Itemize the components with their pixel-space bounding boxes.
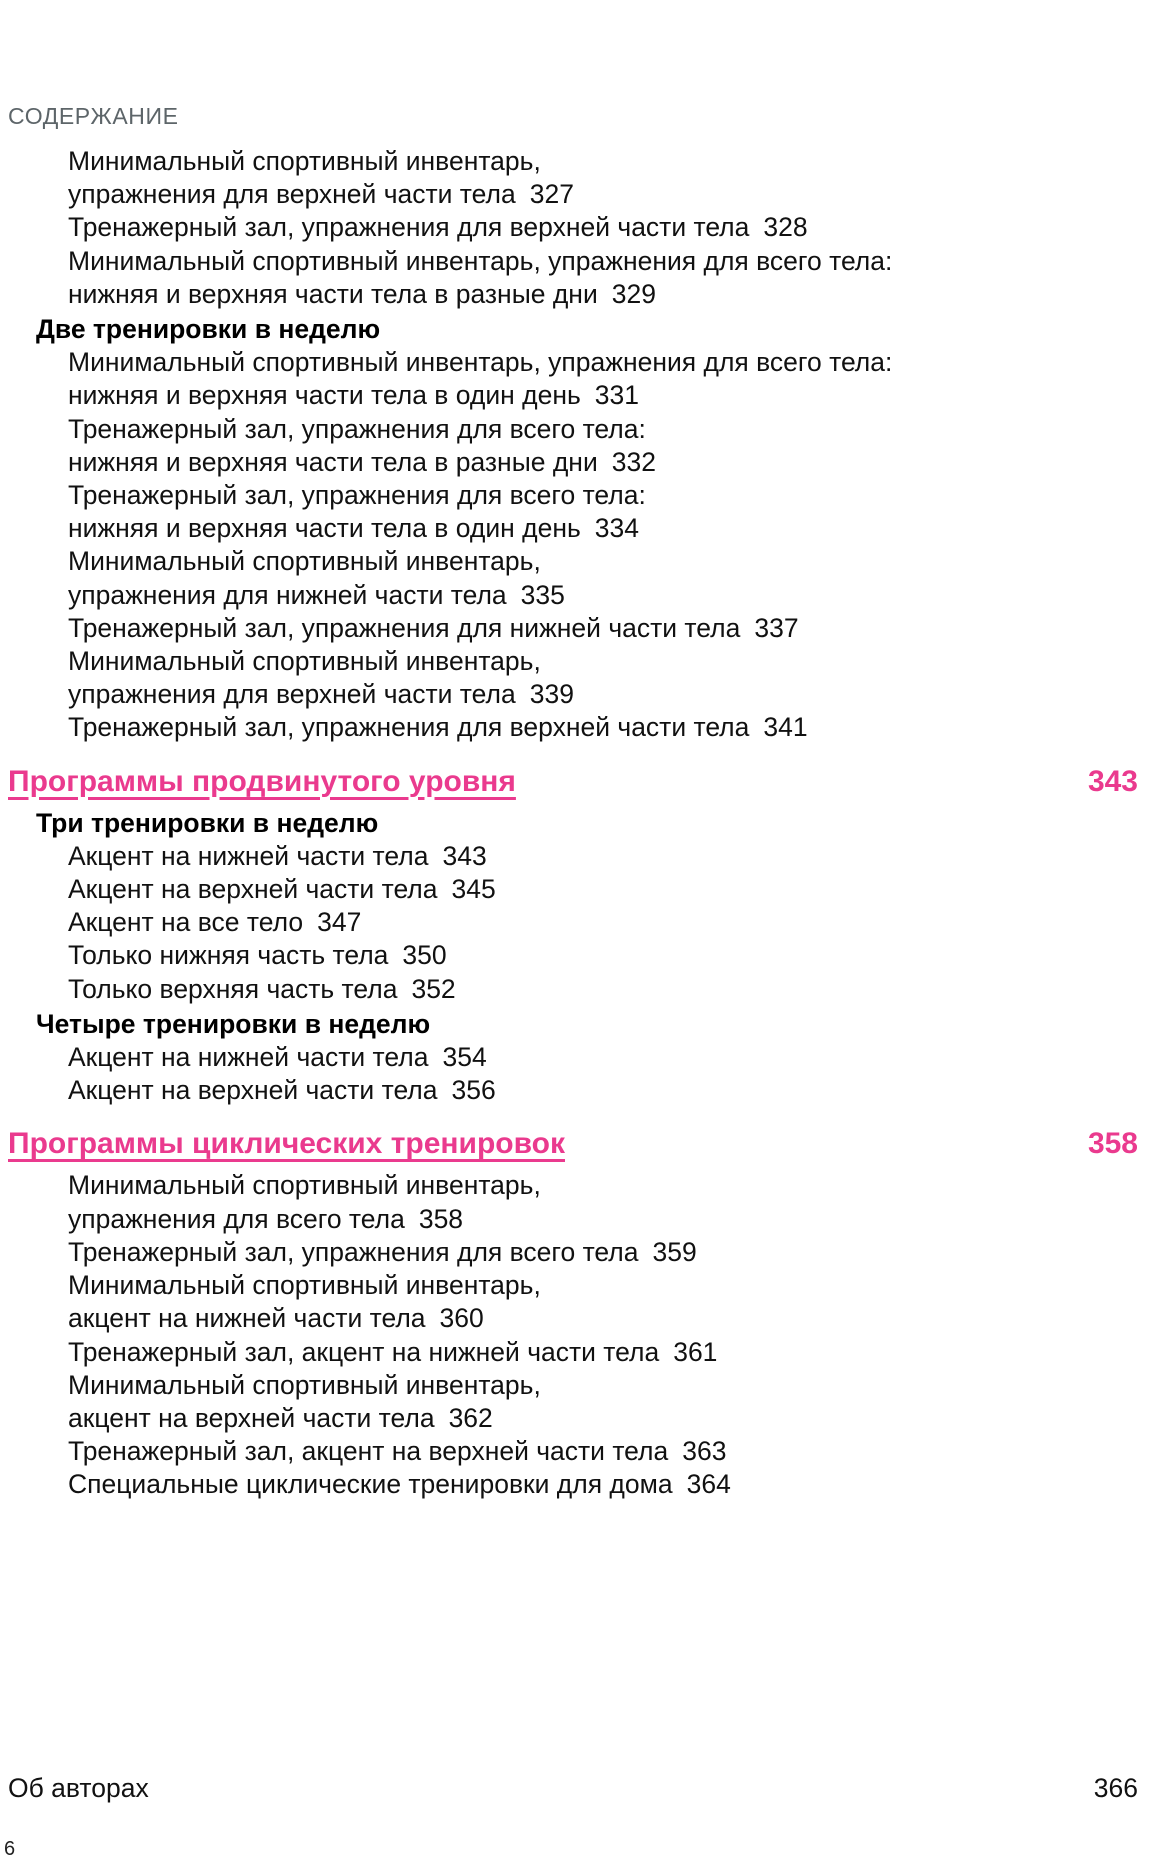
toc-entry-page: 332 bbox=[611, 446, 656, 477]
toc-entry-label: Минимальный спортивный инвентарь, упражнения для всего тела: bbox=[68, 347, 893, 378]
toc-entry-label: Акцент на нижней части тела bbox=[68, 840, 429, 871]
toc-entry[interactable] bbox=[0, 1074, 1174, 1107]
toc-entry-page: 343 bbox=[442, 840, 487, 871]
toc-entry-label: Только нижняя часть тела bbox=[68, 940, 389, 971]
toc-section-title: Программы продвинутого уровня bbox=[8, 764, 516, 798]
toc-entry-continuation[interactable] bbox=[0, 379, 1174, 412]
toc-entry-label: Минимальный спортивный инвентарь, bbox=[68, 1369, 541, 1400]
toc-entry-label: упражнения для нижней части тела bbox=[68, 579, 507, 610]
toc-entry[interactable] bbox=[0, 346, 1174, 379]
toc-entry-label: Минимальный спортивный инвентарь, bbox=[68, 546, 541, 577]
toc-entry-continuation[interactable] bbox=[0, 1203, 1174, 1236]
toc-entry[interactable] bbox=[0, 1336, 1174, 1369]
toc-entry[interactable] bbox=[0, 645, 1174, 678]
toc-entry[interactable] bbox=[0, 1468, 1174, 1501]
toc-entry[interactable] bbox=[0, 939, 1174, 972]
toc-entry-label: Тренажерный зал, упражнения для верхней части тела bbox=[68, 712, 750, 743]
toc-entry-label: упражнения для верхней части тела bbox=[68, 179, 516, 210]
toc-entry[interactable] bbox=[0, 413, 1174, 446]
toc-entry-page: 329 bbox=[611, 278, 656, 309]
toc-entry-label: Акцент на нижней части тела bbox=[68, 1042, 429, 1073]
toc-entry[interactable] bbox=[0, 612, 1174, 645]
toc-entry-label: нижняя и верхняя части тела в один день bbox=[68, 513, 581, 544]
toc-entry-label: Тренажерный зал, акцент на нижней части тела bbox=[68, 1336, 660, 1367]
toc-entry-label: Тренажерный зал, упражнения для всего тела bbox=[68, 1236, 639, 1267]
toc-entry-label: Минимальный спортивный инвентарь, bbox=[68, 1170, 541, 1201]
toc-subheading: Четыре тренировки в неделю bbox=[36, 1008, 431, 1039]
toc-entry-label: Минимальный спортивный инвентарь, bbox=[68, 1270, 541, 1301]
toc-entry[interactable] bbox=[0, 1169, 1174, 1202]
toc-entry[interactable] bbox=[0, 1041, 1174, 1074]
toc-entry-page: 361 bbox=[673, 1336, 718, 1367]
toc-entry[interactable] bbox=[0, 211, 1174, 244]
toc-entry[interactable] bbox=[0, 245, 1174, 278]
toc-entry[interactable] bbox=[0, 711, 1174, 744]
toc-entry-label: нижняя и верхняя части тела в разные дни bbox=[68, 446, 598, 477]
toc-entry-label: упражнения для всего тела bbox=[68, 1203, 405, 1234]
toc-entry-page: 366 bbox=[1093, 1773, 1138, 1803]
toc-entry-page: 331 bbox=[594, 380, 640, 411]
toc-entry-page: 352 bbox=[411, 973, 456, 1004]
toc-entry-label: Об авторах bbox=[8, 1773, 149, 1803]
toc-entry-label: нижняя и верхняя части тела в разные дни bbox=[68, 278, 598, 309]
toc-entry-label: упражнения для верхней части тела bbox=[68, 679, 516, 710]
toc-section-heading[interactable] bbox=[0, 1127, 1174, 1161]
toc-section-page: 343 bbox=[1087, 764, 1138, 798]
toc-entry-page: 360 bbox=[439, 1303, 484, 1334]
toc-entry-continuation[interactable] bbox=[0, 278, 1174, 311]
toc-entry-continuation[interactable] bbox=[0, 1402, 1174, 1435]
toc-entry[interactable] bbox=[0, 1435, 1174, 1468]
toc-entry-page: 354 bbox=[442, 1042, 487, 1073]
toc-entry-label: акцент на нижней части тела bbox=[68, 1303, 426, 1334]
toc-entry-page: 335 bbox=[520, 579, 565, 610]
toc-list bbox=[0, 145, 1174, 1502]
toc-entry-page: 356 bbox=[451, 1075, 496, 1106]
toc-entry-label: Только верхняя часть тела bbox=[68, 973, 398, 1004]
toc-entry-label: Минимальный спортивный инвентарь, bbox=[68, 146, 541, 176]
toc-entry-continuation[interactable] bbox=[0, 678, 1174, 711]
toc-entry-page: 328 bbox=[763, 212, 808, 243]
toc-entry-label: нижняя и верхняя части тела в один день bbox=[68, 380, 581, 411]
toc-entry[interactable] bbox=[0, 479, 1174, 512]
toc-entry-label: Акцент на верхней части тела bbox=[68, 874, 438, 905]
toc-entry[interactable] bbox=[0, 973, 1174, 1006]
running-head: СОДЕРЖАНИЕ bbox=[8, 103, 179, 129]
toc-entry-page: 350 bbox=[402, 940, 447, 971]
toc-section-page: 358 bbox=[1087, 1127, 1138, 1161]
toc-entry-label: Акцент на все тело bbox=[68, 907, 304, 938]
toc-entry-page: 363 bbox=[682, 1436, 727, 1467]
toc-entry-label: Тренажерный зал, упражнения для нижней части тела bbox=[68, 612, 741, 643]
folio-page-number: 6 bbox=[4, 1838, 16, 1860]
toc-section-heading[interactable] bbox=[0, 765, 1174, 799]
toc-entry[interactable] bbox=[0, 873, 1174, 906]
toc-entry-page: 327 bbox=[529, 179, 574, 210]
toc-entry[interactable] bbox=[0, 1269, 1174, 1302]
toc-entry[interactable] bbox=[0, 906, 1174, 939]
toc-entry-label: Тренажерный зал, упражнения для всего тела: bbox=[68, 480, 646, 511]
toc-entry-page: 334 bbox=[594, 513, 640, 544]
toc-entry-page: 341 bbox=[763, 712, 808, 743]
toc-entry[interactable] bbox=[0, 1236, 1174, 1269]
toc-entry-label: Минимальный спортивный инвентарь, bbox=[68, 646, 541, 677]
toc-entry-page: 358 bbox=[418, 1203, 464, 1234]
toc-entry-continuation[interactable] bbox=[0, 446, 1174, 479]
toc-entry-about-authors[interactable] bbox=[8, 1772, 1138, 1805]
toc-entry[interactable] bbox=[0, 145, 1174, 178]
toc-entry-label: Тренажерный зал, упражнения для верхней части тела bbox=[68, 212, 750, 243]
toc-entry-continuation[interactable] bbox=[0, 1302, 1174, 1335]
toc-entry-page: 364 bbox=[686, 1469, 731, 1500]
toc-entry[interactable] bbox=[0, 1369, 1174, 1402]
toc-entry-page: 339 bbox=[529, 679, 574, 710]
toc-entry-label: Минимальный спортивный инвентарь, упражнения для всего тела: bbox=[68, 245, 893, 276]
toc-subheading: Три тренировки в неделю bbox=[36, 807, 379, 838]
toc-entry-page: 359 bbox=[652, 1236, 697, 1267]
toc-entry-continuation[interactable] bbox=[0, 178, 1174, 211]
toc-subheading: Две тренировки в неделю bbox=[36, 314, 381, 345]
toc-entry[interactable] bbox=[0, 545, 1174, 578]
toc-entry-continuation[interactable] bbox=[0, 579, 1174, 612]
toc-entry-page: 362 bbox=[448, 1402, 493, 1433]
toc-entry-label: Акцент на верхней части тела bbox=[68, 1075, 438, 1106]
toc-entry-page: 337 bbox=[754, 612, 799, 643]
toc-entry-page: 347 bbox=[317, 907, 362, 938]
toc-entry-label: Тренажерный зал, упражнения для всего тела: bbox=[68, 413, 646, 444]
toc-entry-page: 345 bbox=[451, 874, 496, 905]
toc-entry-label: Тренажерный зал, акцент на верхней части тела bbox=[68, 1436, 669, 1467]
toc-entry[interactable] bbox=[0, 840, 1174, 873]
toc-entry-label: Специальные циклические тренировки для дома bbox=[68, 1469, 673, 1500]
toc-entry-continuation[interactable] bbox=[0, 512, 1174, 545]
toc-section-title: Программы циклических тренировок bbox=[8, 1127, 565, 1161]
toc-entry-label: акцент на верхней части тела bbox=[68, 1402, 435, 1433]
